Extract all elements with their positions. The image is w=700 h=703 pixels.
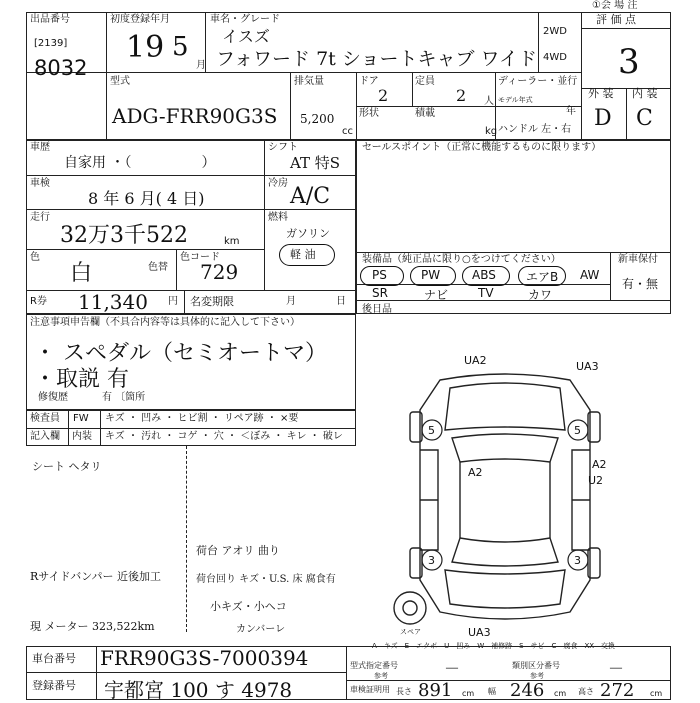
recycle-unit: 円	[168, 296, 178, 307]
doors-label: ドア	[359, 76, 379, 87]
equip-kawa: カワ	[528, 288, 553, 302]
length-label: 長さ	[396, 687, 412, 696]
class-label: 類別区分番号	[512, 661, 560, 670]
new-warranty-value: 有・無	[622, 277, 659, 291]
reg-label: 登録番号	[32, 679, 76, 692]
int-label: 内 装	[632, 87, 658, 100]
drive-2wd: 2WD	[543, 26, 567, 37]
shift-label: シフト	[268, 142, 298, 153]
mark-ua3-bottom: UA3	[468, 626, 491, 639]
score-label: 評 価 点	[596, 13, 636, 26]
mark-ua3-top: UA3	[576, 360, 599, 373]
name-label: 車名・グレード	[210, 14, 280, 25]
capacity-value: 2	[456, 86, 467, 105]
ac-value: A/C	[290, 184, 331, 209]
width-unit: cm	[554, 689, 567, 698]
equip-pw: PW	[421, 268, 441, 282]
car-damage-diagram	[380, 350, 630, 640]
equip-aw: AW	[580, 268, 600, 282]
designation-ref: 参考	[374, 672, 388, 680]
height-unit: cm	[650, 689, 663, 698]
inspector-label-1: 検査員	[30, 413, 60, 424]
history-value: 自家用 ・（ ）	[64, 155, 216, 171]
rear-seat-label: 後日品	[362, 304, 392, 315]
int-grade: C	[636, 106, 653, 131]
year-unit: 年	[566, 106, 576, 117]
inspector-row2-prefix: 内装	[72, 431, 92, 442]
color-value: 白	[70, 261, 93, 286]
dealer-label: ディーラー・並行	[498, 76, 578, 87]
first-reg-year: 19	[126, 30, 165, 65]
lot-number: 8032	[34, 56, 88, 80]
fuel-diesel: 軽 油	[290, 248, 316, 261]
mileage-unit: km	[224, 236, 240, 247]
notes-title: 注意事項申告欄（不具合内容等は具体的に記入して下さい）	[30, 317, 300, 328]
length-value: 891	[418, 680, 453, 701]
inspection-value: 8 年 6 月( 4 日)	[88, 189, 205, 208]
notes-line1: ・ スペダル（セミオートマ）	[34, 341, 327, 366]
shape-label: 形状	[359, 108, 379, 119]
remark-1: シート ヘタリ	[32, 460, 102, 473]
recycle-label: R券	[30, 296, 47, 307]
type-value: ADG-FRR90G3S	[112, 104, 278, 128]
equip-title: 装備品（純正品に限り○をつけてください）	[362, 254, 561, 265]
circled-3-b: 3	[574, 554, 581, 567]
diagram-legend: A―キズ E―エクボ U―凹み W―補修跡 S―サビ C―腐食 XX―交換	[372, 642, 616, 650]
color-code-value: 729	[200, 260, 239, 284]
reg-value: 宇都宮 100 す 4978	[104, 678, 293, 702]
first-reg-label: 初度登録年月	[110, 14, 170, 25]
width-value: 246	[510, 680, 545, 701]
length-unit: cm	[462, 689, 475, 698]
remark-5: 小キズ・小ヘコ	[210, 600, 287, 613]
load-unit: kg	[485, 126, 498, 137]
meigi-day: 日	[336, 296, 346, 307]
spare-label: スペア	[400, 628, 421, 636]
maker-name: イスズ	[222, 27, 270, 46]
mark-a2-left: A2	[468, 466, 483, 479]
displacement-value: 5,200	[300, 112, 335, 126]
color-code-label: 色コード	[180, 252, 220, 263]
class-ref: 参考	[530, 672, 544, 680]
ext-grade: D	[594, 106, 612, 131]
notes-line2: ・取説 有	[34, 367, 129, 392]
frame-value: FRR90G3S-7000394	[100, 646, 309, 670]
remark-3: Rサイドバンパー 近後加工	[30, 570, 162, 583]
height-value: 272	[600, 680, 635, 701]
remark-4: 荷台回り キズ・U.S. 床 腐食有	[196, 574, 336, 585]
equip-airbag: エアB	[526, 270, 559, 284]
inspection-label: 車検	[30, 178, 50, 189]
score-value: 3	[618, 42, 640, 82]
model-name: フォワード 7t ショートキャブ ワイド	[216, 48, 537, 70]
ac-label: 冷房	[268, 178, 288, 189]
month-unit: 月	[196, 60, 206, 71]
mark-a2-right: A2	[592, 458, 607, 471]
meigi-unit: 月	[286, 296, 296, 307]
equip-sr: SR	[372, 286, 388, 300]
displacement-label: 排気量	[294, 76, 324, 87]
circled-3-a: 3	[428, 554, 435, 567]
height-label: 高さ	[578, 687, 594, 696]
meigi-label: 名変期限	[190, 295, 234, 308]
new-warranty-label: 新車保付	[618, 254, 658, 265]
load-label: 積載	[415, 108, 435, 119]
color-change-label: 色替	[148, 262, 168, 273]
first-reg-month: 5	[172, 32, 189, 62]
color-label: 色	[30, 252, 40, 263]
width-label: 幅	[488, 687, 496, 696]
venue-label: ①会 場 注	[592, 0, 638, 11]
mileage-value: 32万3千522	[60, 223, 188, 248]
inspector-label-2: 記入欄	[30, 431, 60, 442]
circled-5-a: 5	[428, 424, 435, 437]
equip-tv: TV	[478, 286, 494, 300]
circled-5-b: 5	[574, 424, 581, 437]
inspector-row1: キズ ・ 凹み ・ ヒビ割 ・ リペア跡 ・ ×要	[105, 413, 299, 424]
fuel-label: 燃料	[268, 212, 288, 223]
model-year-label: モデル年式	[498, 96, 533, 104]
class-value: －	[608, 659, 625, 678]
repair-label: 修復歴	[38, 392, 68, 403]
remark-6: 現 メーター 323,522km	[30, 620, 155, 633]
repair-value: 有 〔箇所	[102, 392, 146, 403]
equip-navi: ナビ	[424, 288, 449, 302]
frame-label: 車台番号	[32, 652, 76, 665]
history-label: 車歴	[30, 142, 50, 153]
selling-title: セールスポイント（正常に機能するものに限ります）	[362, 142, 602, 153]
designation-value: －	[444, 659, 461, 678]
mileage-label: 走行	[30, 212, 50, 223]
inspector-fw: FW	[73, 413, 89, 424]
lot-sub: [2139]	[34, 38, 68, 49]
fuel-gas: ガソリン	[286, 227, 330, 240]
capacity-label: 定員	[415, 76, 435, 87]
remark-2: 荷台 アオリ 曲り	[196, 544, 280, 557]
recycle-value: 11,340	[78, 290, 148, 314]
designation-label: 型式指定番号	[350, 661, 398, 670]
remark-7: カンバーレ	[236, 624, 286, 635]
ext-label: 外 装	[588, 87, 614, 100]
doors-value: 2	[378, 86, 389, 105]
displacement-unit: cc	[342, 126, 353, 137]
equip-ps: PS	[372, 268, 387, 282]
equip-abs: ABS	[472, 268, 496, 282]
mark-ua2: UA2	[464, 354, 487, 367]
drive-4wd: 4WD	[543, 52, 567, 63]
lot-label: 出品番号	[30, 14, 70, 25]
shift-value: AT 特S	[290, 154, 341, 172]
capacity-unit: 人	[484, 96, 494, 107]
inspector-row2: キズ ・ 汚れ ・ コゲ ・ 穴 ・ ＜ぼみ ・ キレ ・ 破レ	[105, 431, 343, 442]
type-label: 型式	[110, 76, 130, 87]
cert-label: 車検証明用	[350, 685, 390, 694]
handle-label: ハンドル 左・右	[498, 124, 572, 135]
mark-u2: U2	[588, 474, 604, 487]
